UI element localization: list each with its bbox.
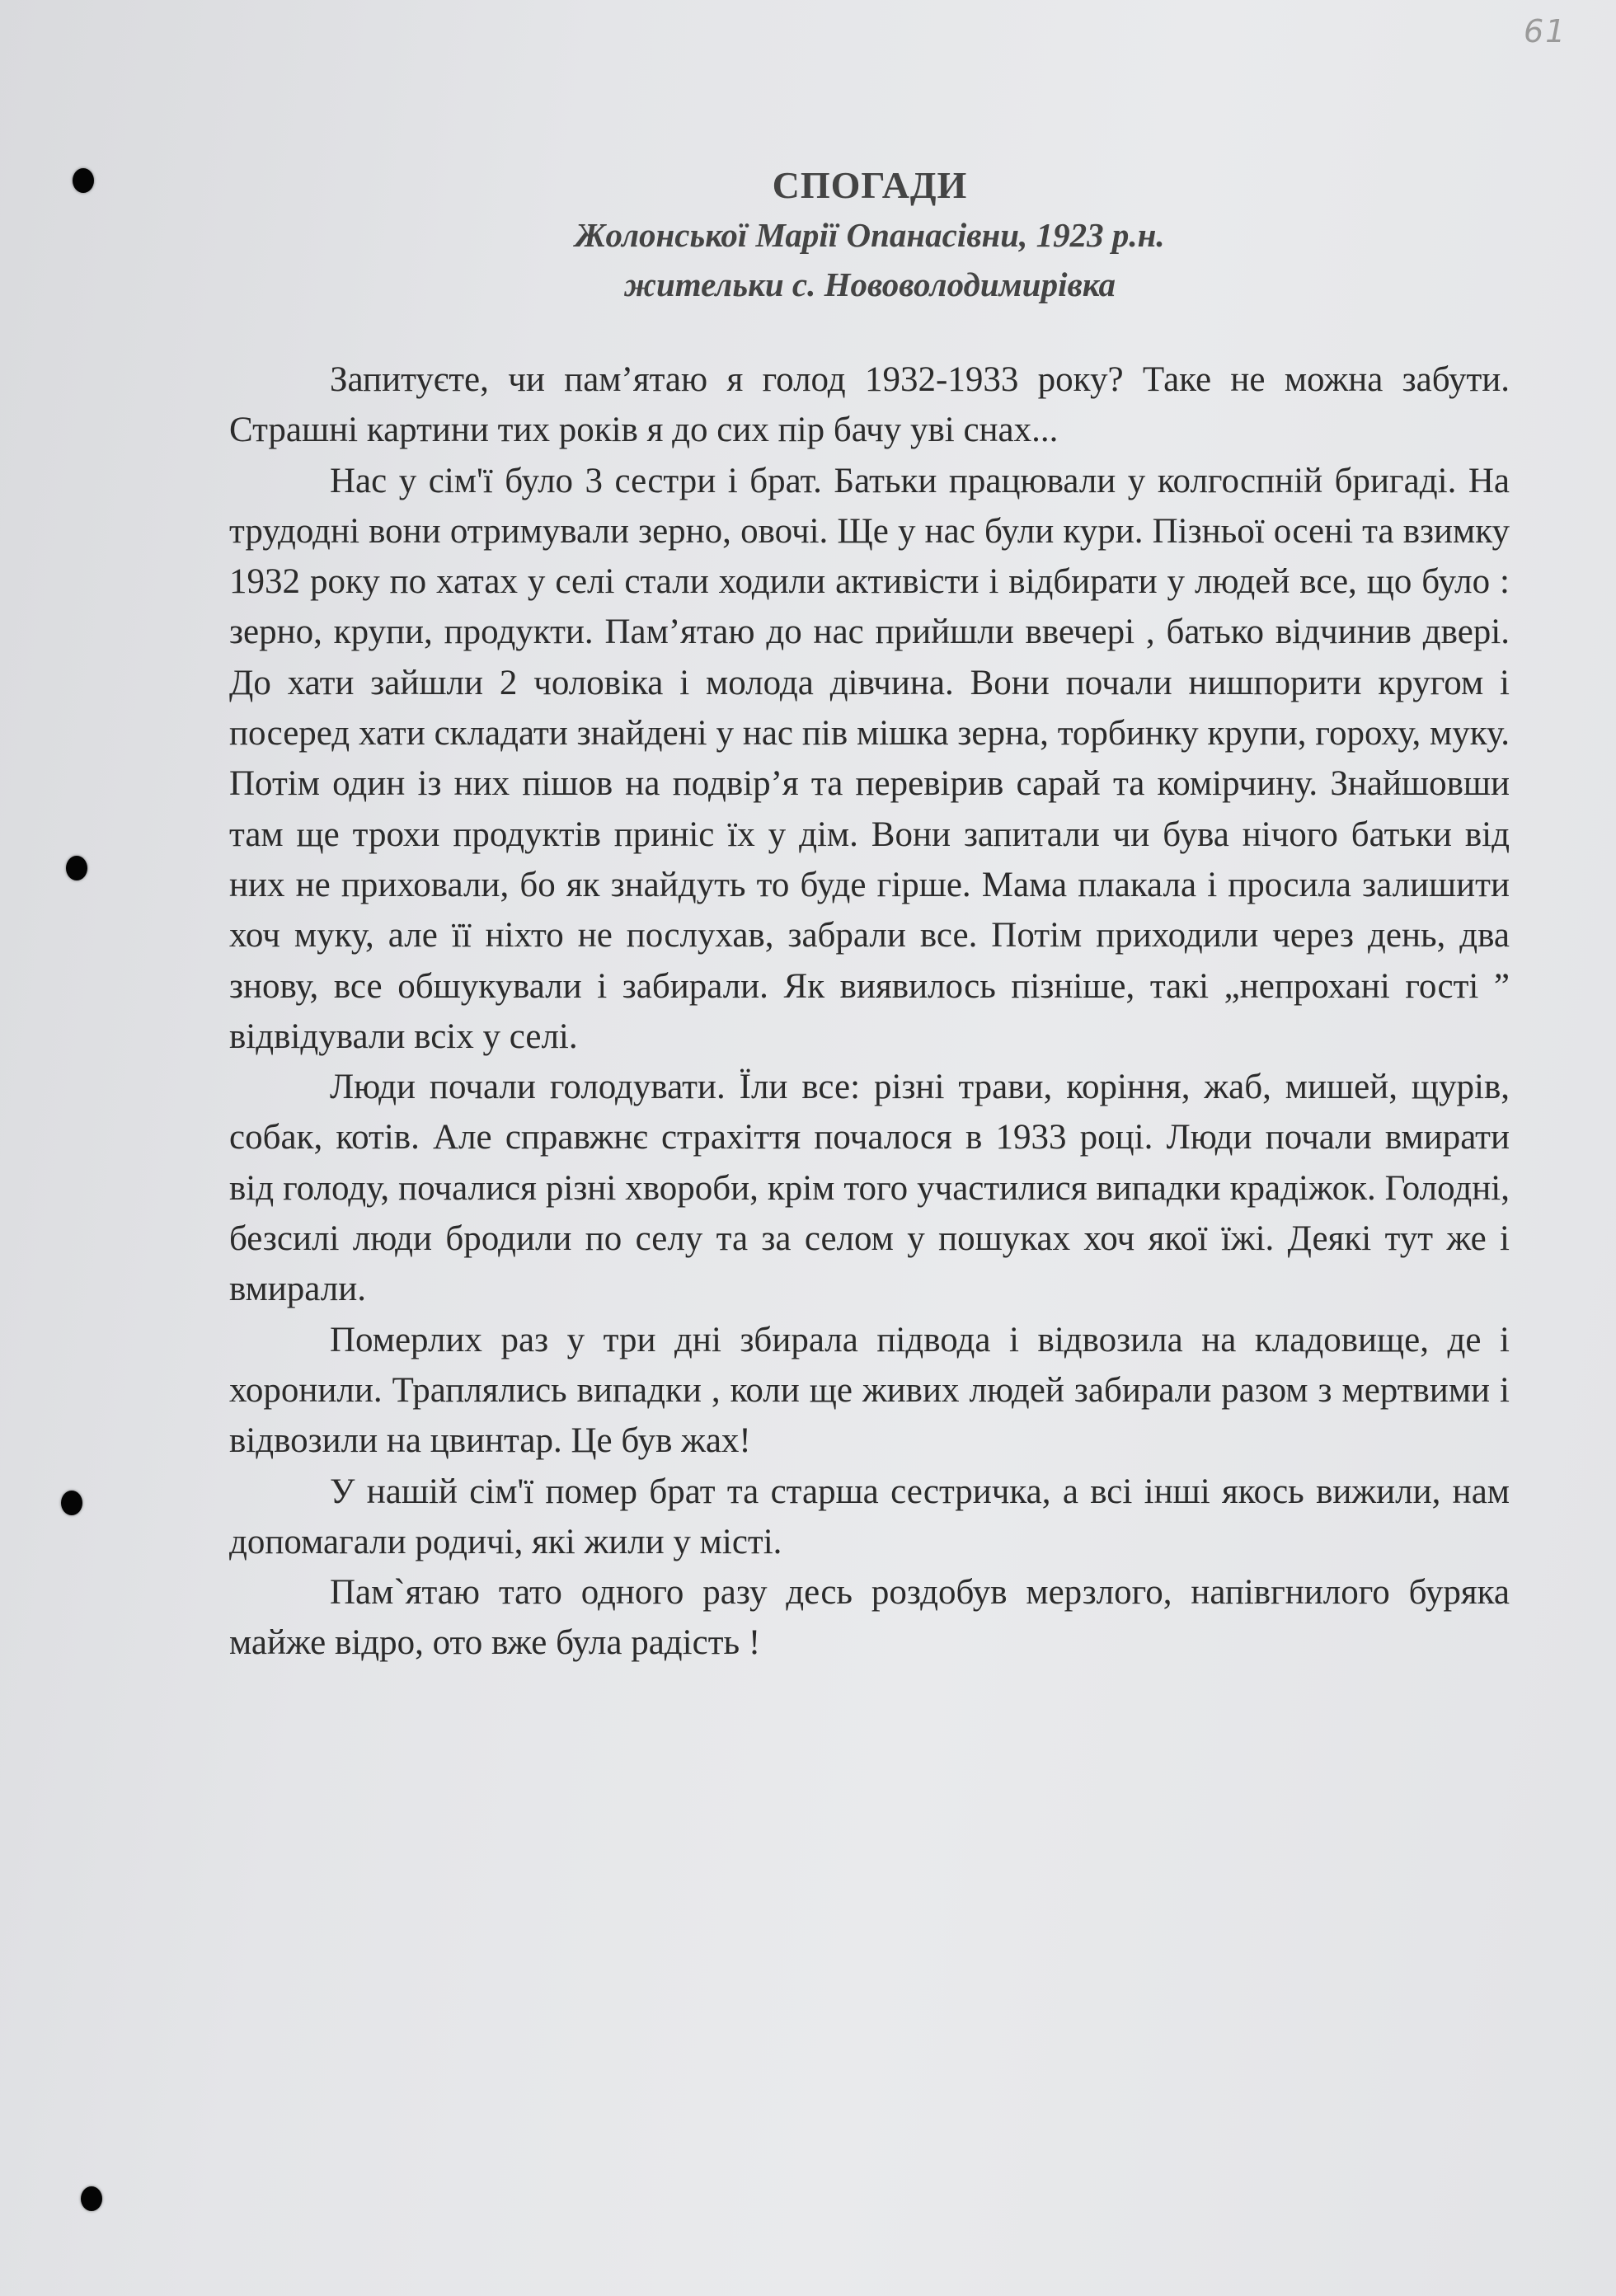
paragraph: Пам`ятаю тато одного разу десь роздобув мерзлого, напівгнилого буряка майже відро, ото вже була радість ! — [229, 1573, 1510, 1663]
document-body — [229, 354, 1510, 1669]
document-subtitle-residence: жительки с. Нововолодимирівка — [623, 265, 1116, 303]
document-header — [231, 161, 1509, 309]
page-number: 61 — [1524, 13, 1567, 49]
paragraph: Запитуєте, чи пам’ятаю я голод 1932-1933 року? Таке не можна забути. Страшні картини тих років я до сих пір бачу уві снах... — [229, 360, 1510, 450]
document-title: СПОГАДИ — [772, 164, 968, 206]
punch-hole — [73, 168, 94, 193]
paragraph: Нас у сім'ї було 3 сестри і брат. Батьки працювали у колгоспній бригаді. На трудодні вони отримували зерно, овочі. Ще у нас були кури. Пізньої осені та взимку 1932 року по хатах у селі стали ходили активісти і відбирати у людей все, що було : зерно, крупи, продукти. Пам’ятаю до нас прийшли ввечері , батько відчинив двері. До хати зайшли 2 чоловіка і молода дівчина. Вони почали нишпорити кругом і посеред хати складати знайдені у нас пів мішка зерна, торбинку крупи, гороху, муку. Потім один із них пішов на подвір’я та перевірив сарай та комірчину. Знайшовши там ще трохи продуктів приніс їх у дім. Вони запитали чи бува нічого батьки від них не приховали, бо як знайдуть то буде гірше. Мама плакала і просила залишити хоч муку, але її ніхто не послухав, забрали все. Потім приходили через день, два знову, все обшукували і забирали. Як виявилось пізніше, такі „непрохані гості ” відвідували всіх у селі. — [229, 461, 1510, 1056]
punch-hole — [81, 2186, 102, 2211]
paragraph: Померлих раз у три дні збирала підвода і відвозила на кладовище, де і хоронили. Траплялись випадки , коли ще живих людей забирали разом з мертвими і відвозили на цвинтар. Це був жах! — [229, 1320, 1510, 1461]
paragraph: У нашій сім'ї помер брат та старша сестричка, а всі інші якось вижили, нам допомагали родичі, які жили у місті. — [229, 1472, 1510, 1561]
document-subtitle-author: Жолонської Марії Опанасівни, 1923 р.н. — [575, 216, 1165, 254]
paragraph: Люди почали голодувати. Їли все: різні трави, коріння, жаб, мишей, щурів, собак, котів. Але справжнє страхіття почалося в 1933 році. Люди почали вмирати від голоду, почалися різні хвороби, крім того участилися випадки крадіжок. Голодні, безсилі люди бродили по селу та за селом у пошуках хоч якої їжі. Деякі тут же і вмирали. — [229, 1068, 1510, 1309]
punch-hole — [66, 856, 87, 880]
punch-hole — [61, 1491, 82, 1515]
